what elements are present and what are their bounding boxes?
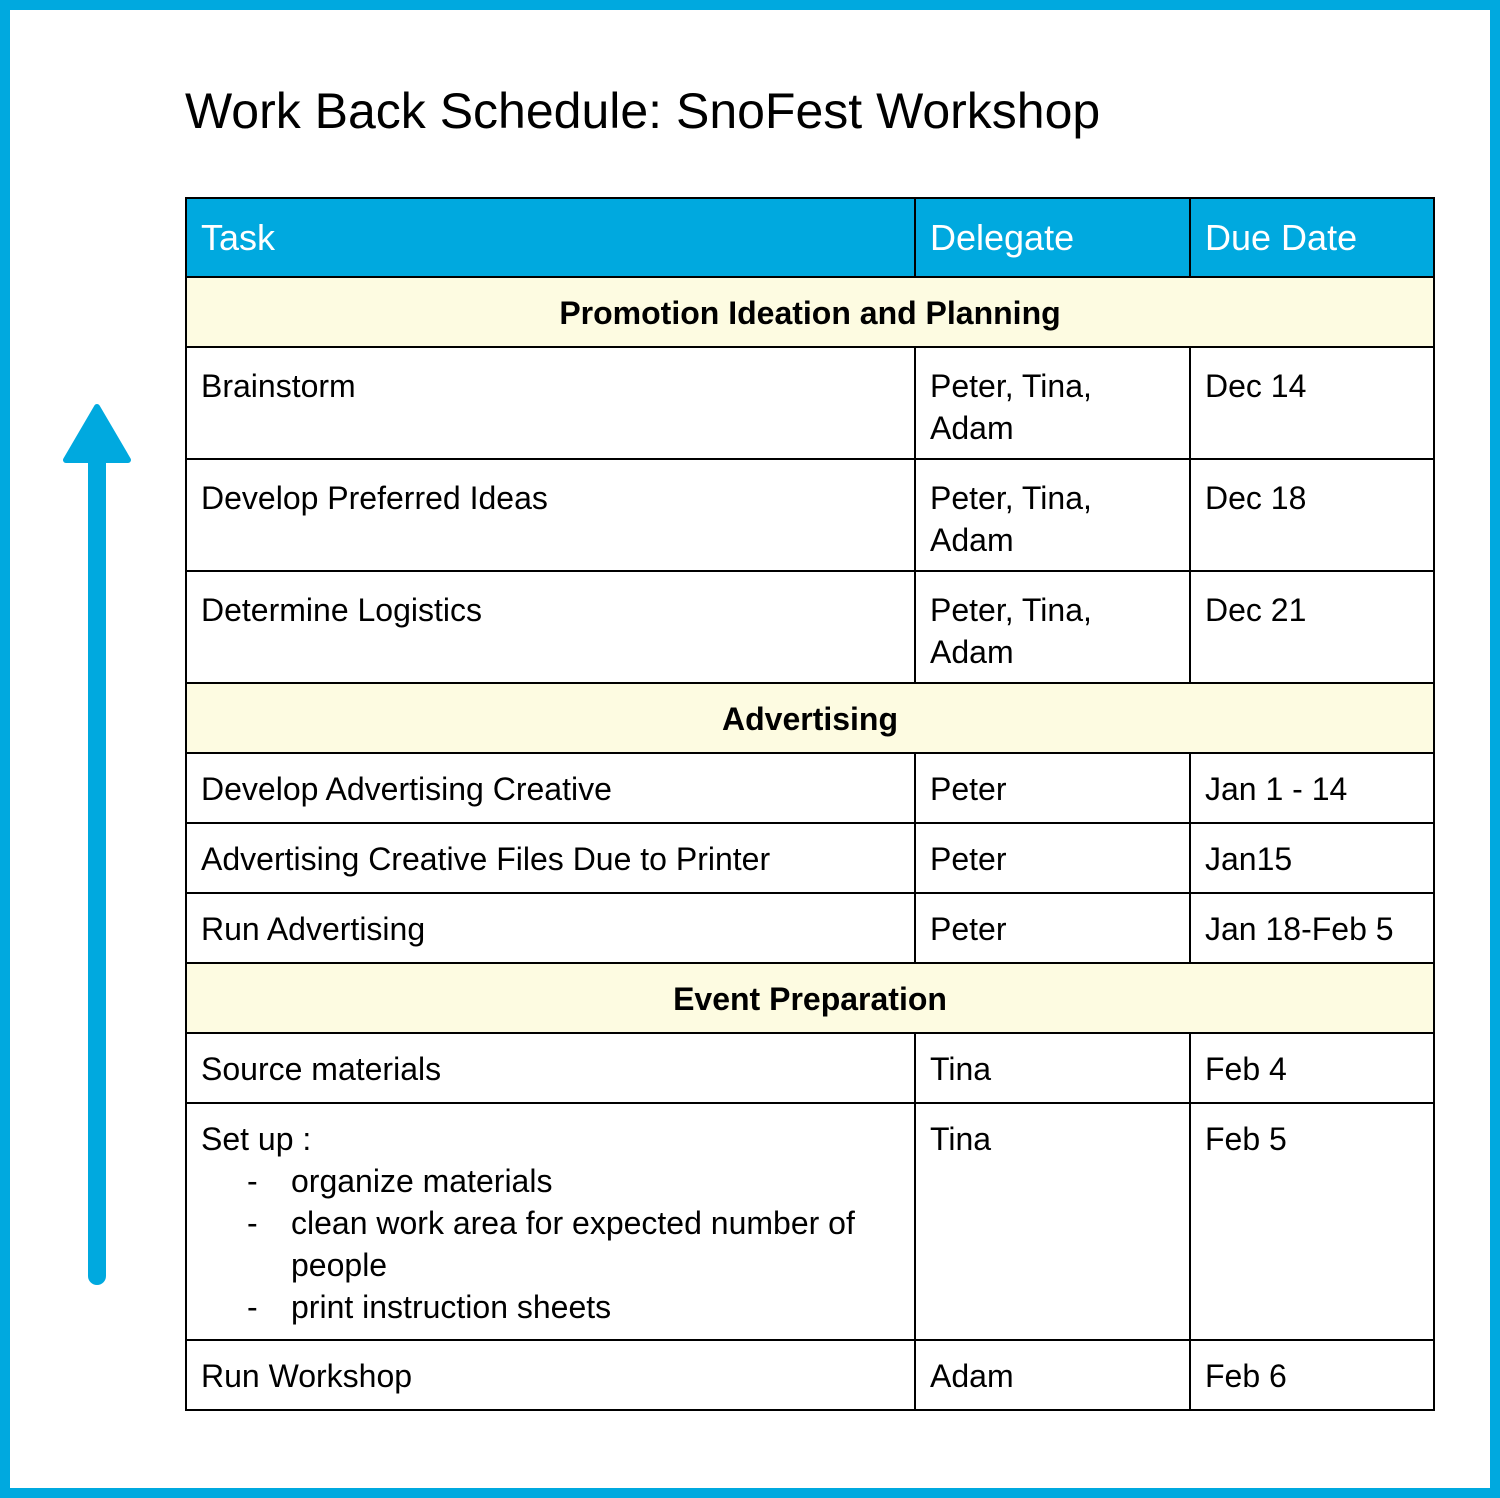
task-cell: Develop Preferred Ideas — [186, 459, 915, 571]
schedule-table — [185, 197, 1435, 1411]
task-text: Set up : — [201, 1121, 312, 1157]
delegate-cell: Peter, Tina, Adam — [915, 347, 1190, 459]
task-cell: Advertising Creative Files Due to Printer — [186, 823, 915, 893]
task-cell: Develop Advertising Creative — [186, 753, 915, 823]
due-date-cell: Dec 21 — [1190, 571, 1434, 683]
task-cell: Brainstorm — [186, 347, 915, 459]
task-cell: Run Advertising — [186, 893, 915, 963]
page-title: Work Back Schedule: SnoFest Workshop — [185, 83, 1101, 139]
delegate-cell: Peter, Tina, Adam — [915, 571, 1190, 683]
section-title: Advertising — [186, 683, 1434, 753]
subitem-text: print instruction sheets — [291, 1289, 612, 1325]
table-row — [186, 571, 1434, 683]
table-row — [186, 753, 1434, 823]
due-date-cell: Dec 14 — [1190, 347, 1434, 459]
subitem-text: clean work area for expected number of people — [291, 1205, 855, 1283]
section-row — [186, 963, 1434, 1033]
section-title: Promotion Ideation and Planning — [186, 277, 1434, 347]
table-row — [186, 459, 1434, 571]
subitem-text: organize materials — [291, 1163, 553, 1199]
due-date-cell: Jan 1 - 14 — [1190, 753, 1434, 823]
section-title: Event Preparation — [186, 963, 1434, 1033]
table-header-row — [186, 198, 1434, 277]
due-date-cell: Dec 18 — [1190, 459, 1434, 571]
due-date-cell: Feb 4 — [1190, 1033, 1434, 1103]
delegate-cell: Peter — [915, 753, 1190, 823]
up-arrow-icon — [60, 400, 134, 1285]
dash-bullet: - — [247, 1289, 258, 1325]
dash-bullet: - — [247, 1205, 258, 1241]
delegate-cell: Peter — [915, 893, 1190, 963]
table-row — [186, 347, 1434, 459]
header-task: Task — [186, 198, 915, 277]
table-row — [186, 1033, 1434, 1103]
due-date-cell: Feb 5 — [1190, 1103, 1434, 1340]
subitem-list — [201, 1160, 900, 1328]
table-row — [186, 1103, 1434, 1340]
list-item — [247, 1202, 900, 1286]
due-date-cell: Feb 6 — [1190, 1340, 1434, 1410]
dash-bullet: - — [247, 1163, 258, 1199]
task-cell: Determine Logistics — [186, 571, 915, 683]
delegate-cell: Peter, Tina, Adam — [915, 459, 1190, 571]
table-row — [186, 823, 1434, 893]
list-item — [247, 1286, 900, 1328]
list-item — [247, 1160, 900, 1202]
section-row — [186, 277, 1434, 347]
task-cell: Run Workshop — [186, 1340, 915, 1410]
delegate-cell: Adam — [915, 1340, 1190, 1410]
section-row — [186, 683, 1434, 753]
task-cell: Source materials — [186, 1033, 915, 1103]
task-cell — [186, 1103, 915, 1340]
due-date-cell: Jan15 — [1190, 823, 1434, 893]
delegate-cell: Peter — [915, 823, 1190, 893]
table-row — [186, 893, 1434, 963]
header-due-date: Due Date — [1190, 198, 1434, 277]
delegate-cell: Tina — [915, 1033, 1190, 1103]
delegate-cell: Tina — [915, 1103, 1190, 1340]
due-date-cell: Jan 18-Feb 5 — [1190, 893, 1434, 963]
table-row — [186, 1340, 1434, 1410]
header-delegate: Delegate — [915, 198, 1190, 277]
